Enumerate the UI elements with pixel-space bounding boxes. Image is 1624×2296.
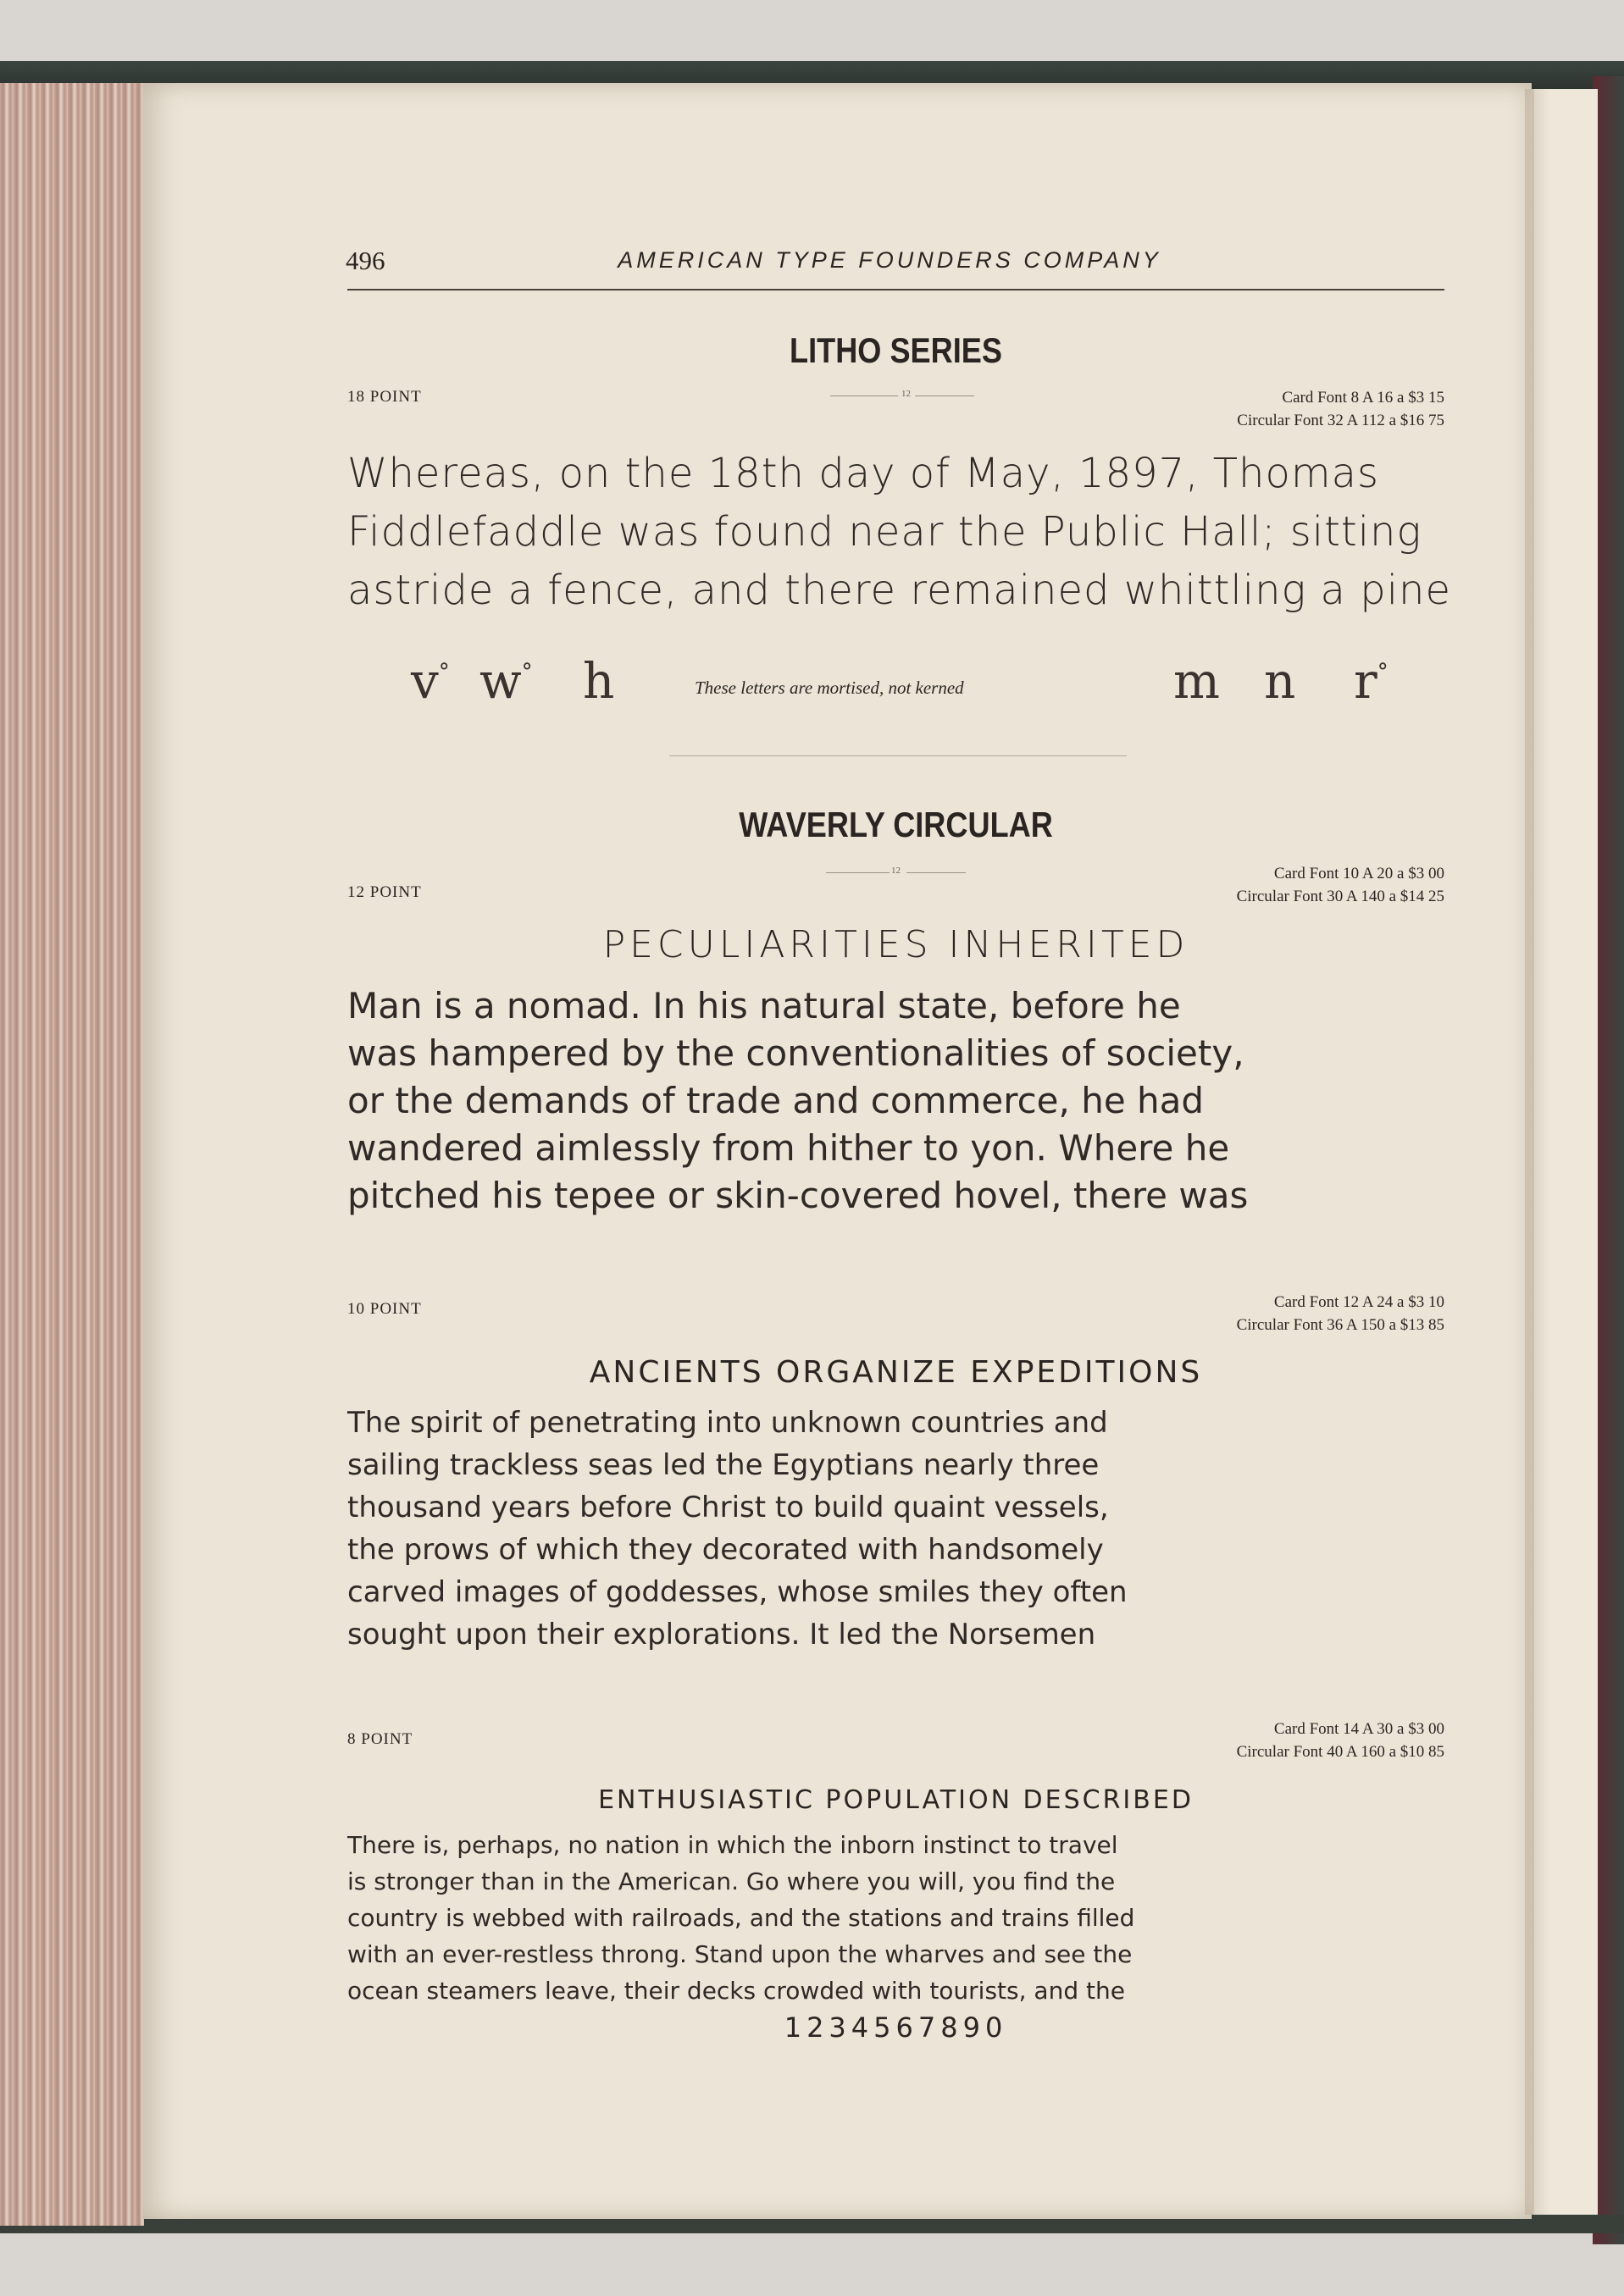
page-number: 496 (346, 246, 385, 275)
waverly-rule-number: 12 (891, 866, 901, 876)
waverly-8pt-card-font: Card Font 14 A 30 a $3 00 (1273, 1720, 1444, 1738)
waverly-12pt-heading: PECULIARITIES INHERITED (602, 923, 1189, 966)
specimen-line: country is webbed with railroads, and the stations and trains filled (347, 1904, 1135, 1932)
specimen-line: sought upon their explorations. It led the Norsemen (347, 1618, 1096, 1651)
waverly-10pt-circular-font: Circular Font 36 A 150 a $13 85 (1236, 1316, 1444, 1334)
specimen-line: was hampered by the conventionalities of society, (347, 1032, 1244, 1074)
specimen-line: pitched his tepee or skin-covered hovel, there was (347, 1175, 1249, 1216)
specimen-line: carved images of goddesses, whose smiles they often (347, 1575, 1128, 1609)
mortised-glyph-m: m (1173, 652, 1220, 710)
waverly-8pt-heading: ENTHUSIASTIC POPULATION DESCRIBED (598, 1785, 1194, 1815)
specimen-line: thousand years before Christ to build quaint vessels, (347, 1491, 1109, 1524)
specimen-line: The spirit of penetrating into unknown countries and (347, 1406, 1108, 1440)
litho-specimen (347, 445, 1451, 620)
litho-line: Whereas, on the 18th day of May, 1897, Thomas (347, 450, 1379, 497)
waverly-10pt-card-font: Card Font 12 A 24 a $3 10 (1273, 1293, 1444, 1311)
mortised-glyph-w: w° (479, 652, 533, 710)
waverly-10pt-specimen (347, 1402, 1444, 1656)
litho-circular-font: Circular Font 32 A 112 a $16 75 (1237, 412, 1444, 429)
mortised-glyph-v: v° (411, 652, 450, 710)
specimen-line: Man is a nomad. In his natural state, before he (347, 985, 1181, 1026)
waverly-10pt-prices (1237, 1291, 1444, 1336)
waverly-10pt-heading: ANCIENTS ORGANIZE EXPEDITIONS (589, 1355, 1203, 1390)
page-edges (0, 83, 144, 2226)
litho-line: Fiddlefaddle was found near the Public Hall; sitting (347, 508, 1422, 556)
header-rule (347, 289, 1444, 290)
waverly-12pt-circular-font: Circular Font 30 A 140 a $14 25 (1236, 888, 1444, 905)
numerals-specimen: 1234567890 (784, 2011, 1008, 2044)
waverly-8pt-specimen (347, 1827, 1444, 2009)
litho-point-size: 18 POINT (347, 388, 422, 406)
waverly-8pt-prices (1237, 1718, 1444, 1763)
waverly-12pt-card-font: Card Font 10 A 20 a $3 00 (1273, 865, 1444, 882)
mortised-glyph-h: h (583, 652, 615, 710)
mortised-glyph-n: n (1264, 652, 1296, 710)
specimen-line: the prows of which they decorated with handsomely (347, 1533, 1104, 1567)
litho-prices (1237, 386, 1444, 432)
specimen-line: ocean steamers leave, their decks crowded with tourists, and the (347, 1977, 1125, 2005)
litho-rule-number: 12 (901, 389, 911, 399)
specimen-line: or the demands of trade and commerce, he had (347, 1080, 1205, 1121)
waverly-8pt-label: 8 POINT (347, 1730, 413, 1748)
waverly-rule-left (826, 872, 890, 873)
litho-line: astride a fence, and there remained whittling a pine (347, 567, 1451, 614)
running-head: AMERICAN TYPE FOUNDERS COMPANY (618, 247, 1161, 273)
waverly-8pt-circular-font: Circular Font 40 A 160 a $10 85 (1236, 1743, 1444, 1761)
mortised-note: These letters are mortised, not kerned (695, 678, 964, 698)
section-divider (669, 755, 1127, 756)
litho-card-font: Card Font 8 A 16 a $3 15 (1282, 389, 1444, 407)
specimen-line: with an ever-restless throng. Stand upon the wharves and see the (347, 1940, 1133, 1968)
specimen-line: wandered aimlessly from hither to yon. Where he (347, 1127, 1230, 1169)
waverly-12pt-label: 12 POINT (347, 883, 422, 901)
mortised-glyph-r: r° (1354, 652, 1388, 710)
waverly-rule-right (906, 872, 966, 873)
gutter-shadow (1525, 89, 1550, 2215)
specimen-line: There is, perhaps, no nation in which the inborn instinct to travel (347, 1831, 1118, 1859)
waverly-12pt-prices (1237, 862, 1444, 908)
waverly-circular-title: WAVERLY CIRCULAR (739, 805, 1053, 844)
litho-series-title: LITHO SERIES (790, 330, 1002, 370)
waverly-10pt-label: 10 POINT (347, 1300, 422, 1318)
specimen-line: sailing trackless seas led the Egyptians nearly three (347, 1448, 1100, 1482)
waverly-12pt-specimen (347, 982, 1444, 1220)
specimen-line: is stronger than in the American. Go where you will, you find the (347, 1867, 1116, 1895)
